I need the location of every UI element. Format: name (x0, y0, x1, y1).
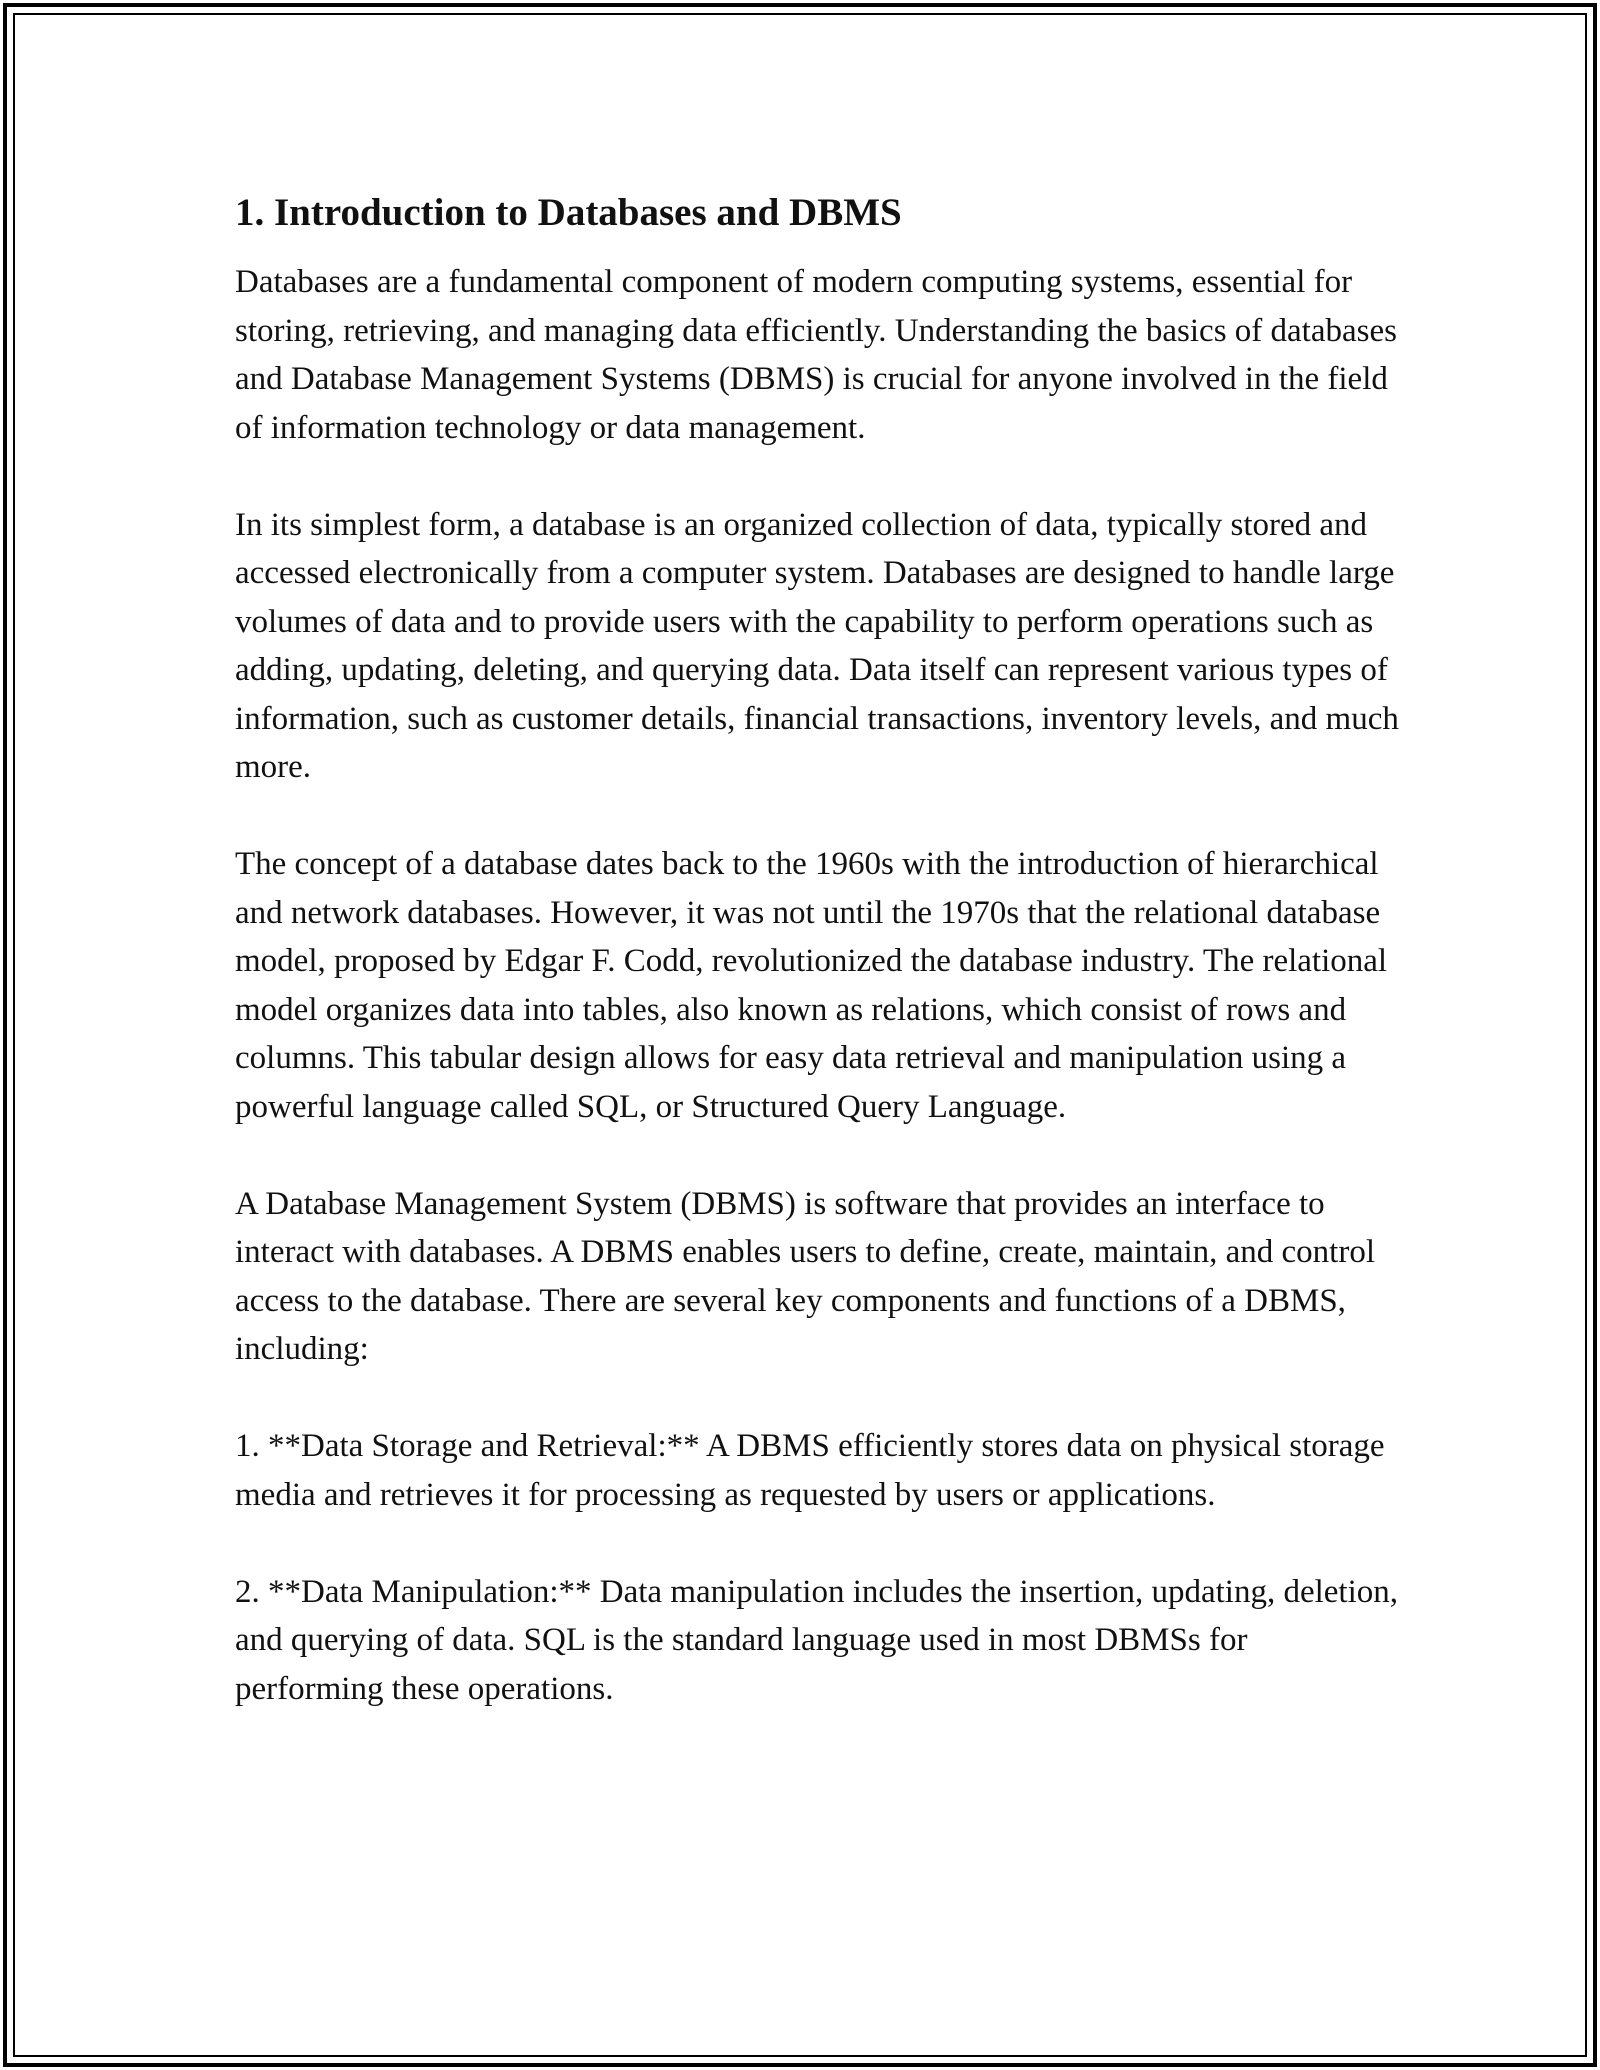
document-body (235, 190, 1400, 1762)
section-heading: 1. Introduction to Databases and DBMS (235, 191, 902, 234)
paragraph-definition: In its simplest form, a database is an organized collection of data, typically stored and accessed electronically from a computer system. Databases are designed to handle large volumes of data and to provide users with the capability to perform operations such as adding, updating, deleting, and querying data. Data itself can represent various types of information, such as customer details, financial transactions, inventory levels, and much more. (235, 506, 1399, 785)
paragraph-intro: Databases are a fundamental component of modern computing systems, essential for storing, retrieving, and managing data efficiently. Understanding the basics of databases and Database Management Systems (DBMS) is crucial for anyone involved in the field of information technology or data management. (235, 264, 1397, 446)
list-item-manipulation: 2. **Data Manipulation:** Data manipulation includes the insertion, updating, deletion, and querying of data. SQL is the standard language used in most DBMSs for performing these operations. (235, 1573, 1399, 1707)
paragraph-history: The concept of a database dates back to the 1960s with the introduction of hierarchical and network databases. However, it was not until the 1970s that the relational database model, proposed by Edgar F. Codd, revolutionized the database industry. The relational model organizes data into tables, also known as relations, which consist of rows and columns. This tabular design allows for easy data retrieval and manipulation using a powerful language called SQL, or Structured Query Language. (235, 846, 1388, 1125)
paragraph-dbms: A Database Management System (DBMS) is software that provides an interface to interact with databases. A DBMS enables users to define, create, maintain, and control access to the database. There are several key components and functions of a DBMS, including: (235, 1185, 1375, 1367)
list-item-storage: 1. **Data Storage and Retrieval:** A DBMS efficiently stores data on physical storage media and retrieves it for processing as requested by users or applications. (235, 1428, 1385, 1513)
